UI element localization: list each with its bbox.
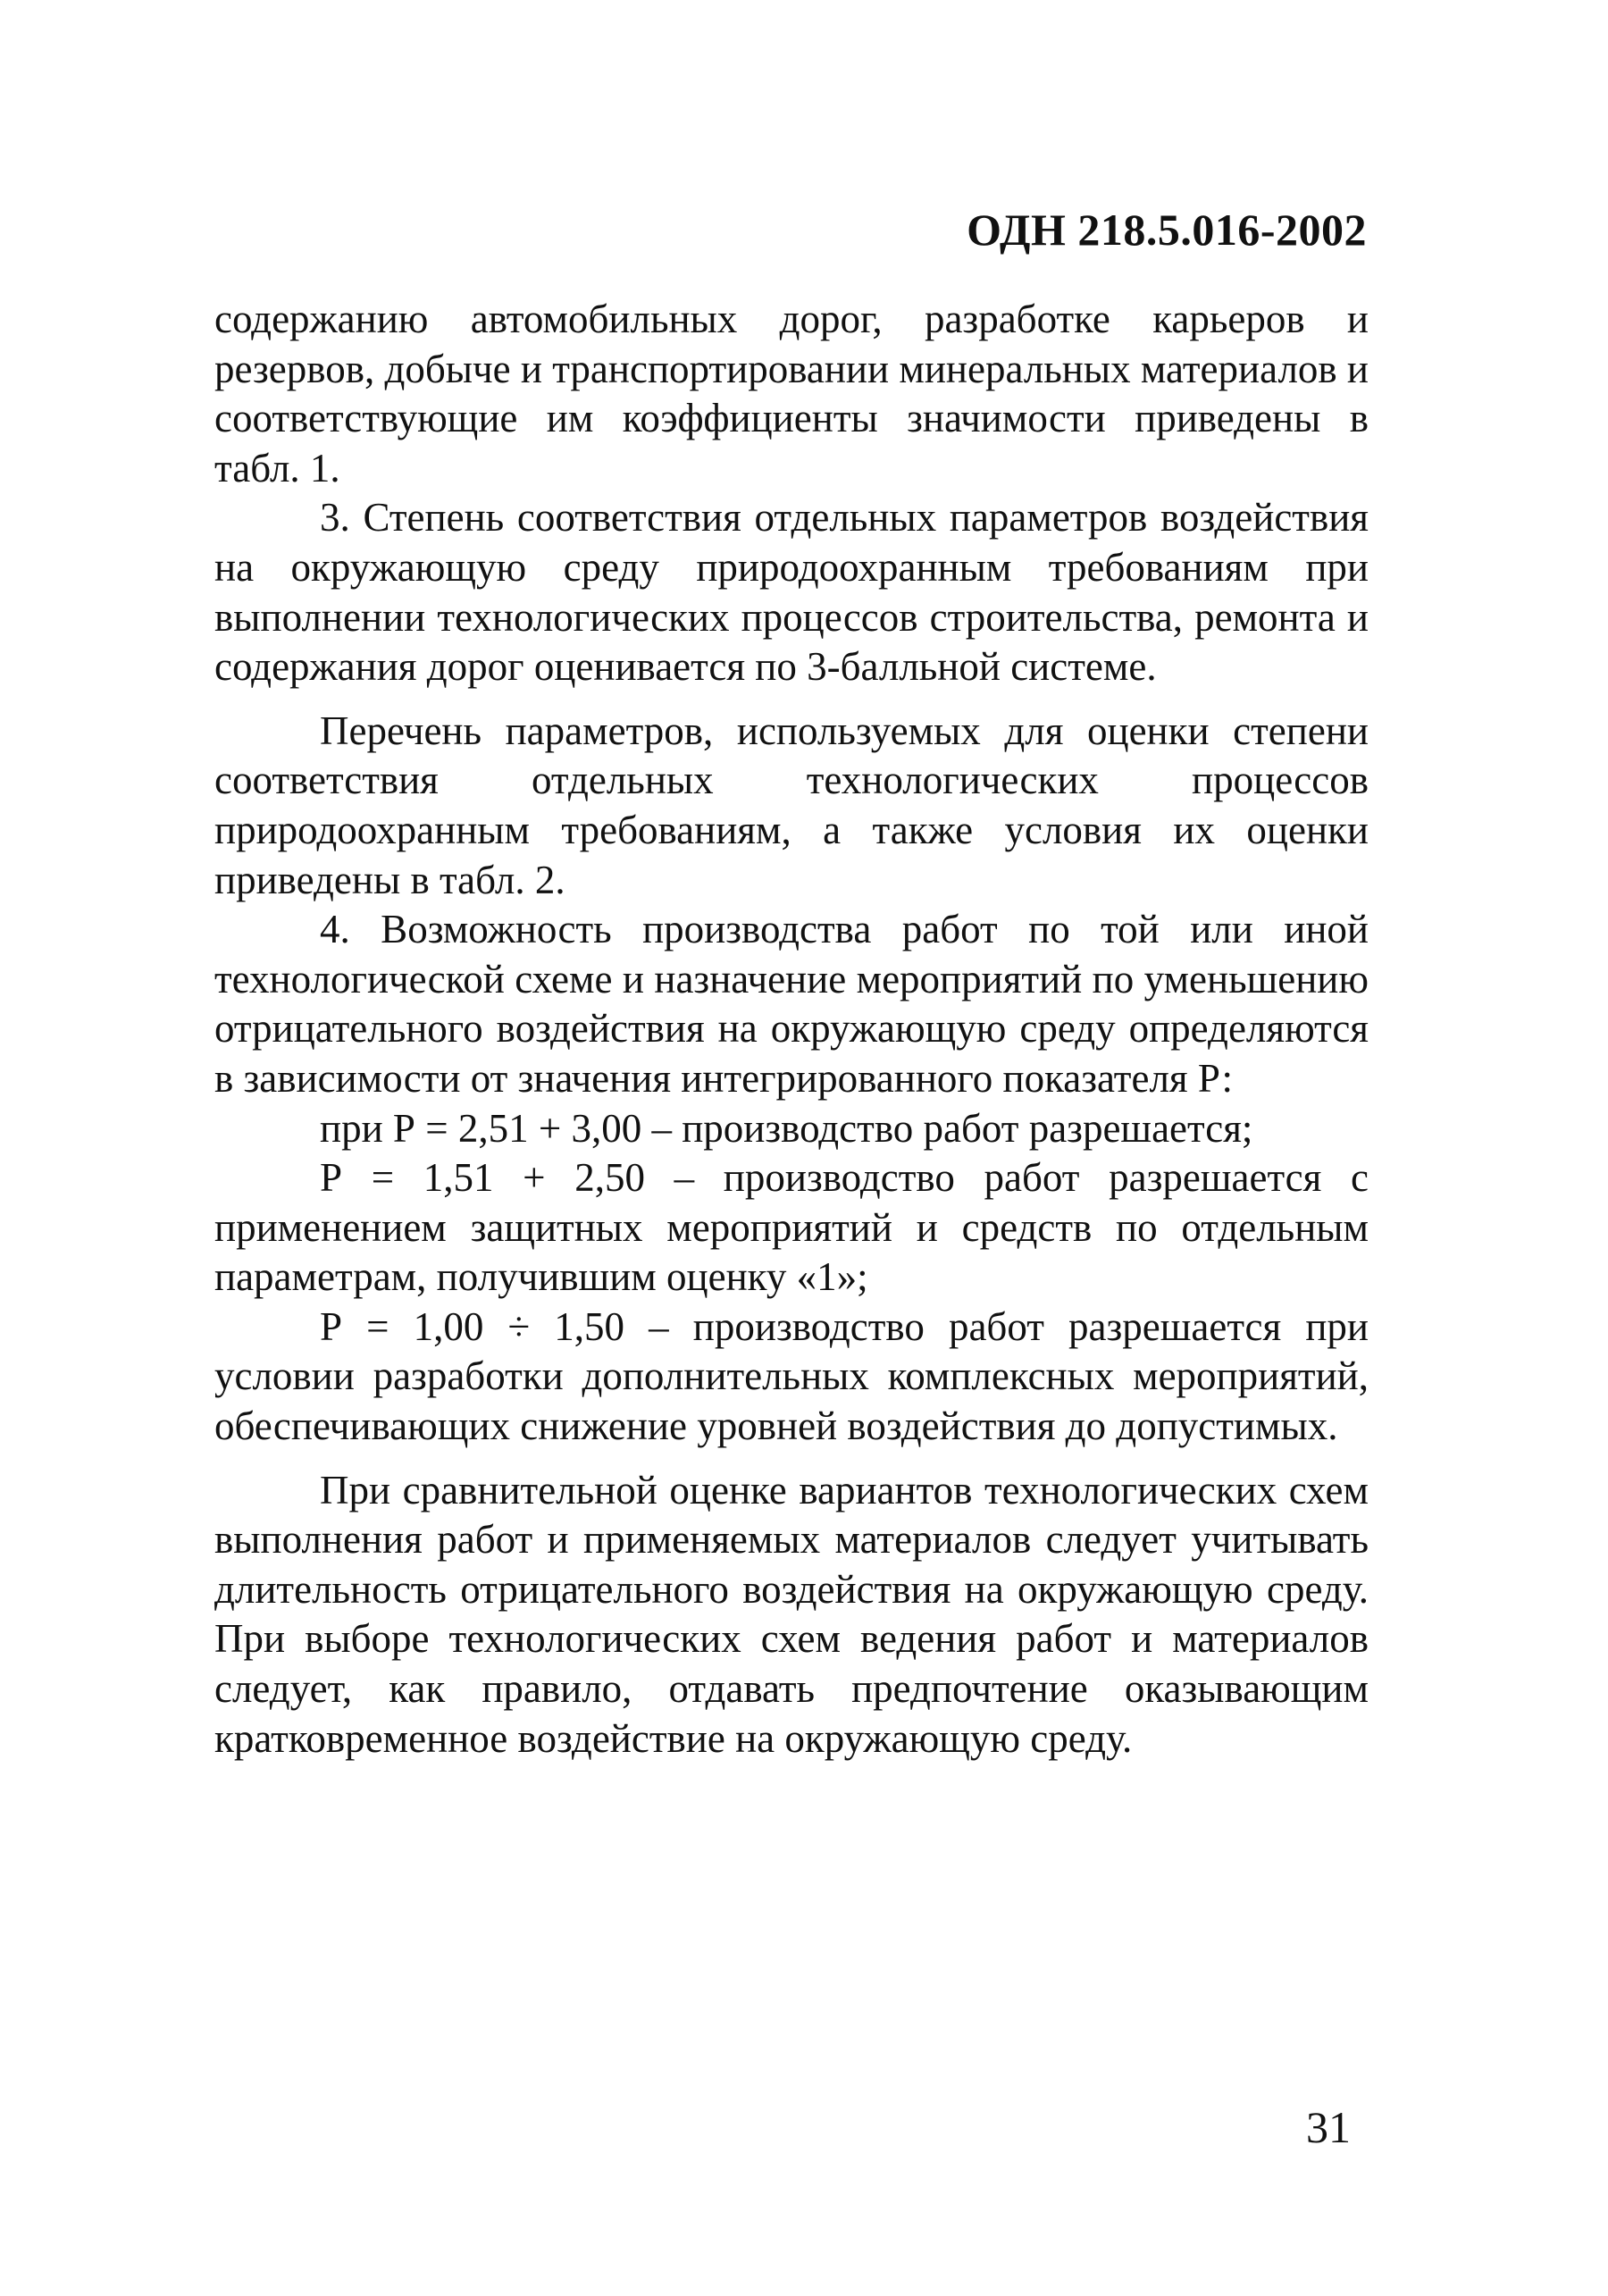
paragraph-comparative-assessment: При сравнительной оценке вариантов технологических схем выполнения работ и применяемых материалов следует учитывать длительность отрицательного воздействия на окружающую среду. При выборе технологических схем ведения работ и материалов следует, как правило, отдавать предпочтение оказывающим кратковременное воздействие на окружающую среду. xyxy=(214,1467,1369,1761)
page-number: 31 xyxy=(1306,2102,1351,2152)
paragraph-condition-2: Р = 1,51 + 2,50 – производство работ разрешается с применением защитных мероприятий и средств по отдельным параметрам, получившим оценку «1»; xyxy=(214,1155,1369,1300)
paragraph-item-4: 4. Возможность производства работ по той или иной технологической схеме и назначение мероприятий по уменьшению отрицательного воздействия на окружающую среду определяются в зависимости от значения интегрированного показателя Р: xyxy=(214,907,1369,1101)
document-body xyxy=(214,295,1369,1764)
document-code-header: ОДН 218.5.016-2002 xyxy=(967,205,1367,255)
paragraph-parameters-list: Перечень параметров, используемых для оценки степени соответствия отдельных технологических процессов природоохранным требованиям, а также условия их оценки приведены в табл. 2. xyxy=(214,708,1369,902)
paragraph-condition-1: при Р = 2,51 + 3,00 – производство работ разрешается; xyxy=(320,1105,1253,1151)
paragraph-continuation: содержанию автомобильных дорог, разработке карьеров и резервов, добыче и транспортировании минеральных материалов и соответствующие им коэффициенты значимости приведены в табл. 1. xyxy=(214,297,1369,490)
paragraph-item-3: 3. Степень соответствия отдельных параметров воздействия на окружающую среду природоохранным требованиям при выполнении технологических процессов строительства, ремонта и содержания дорог оценивается по 3-балльной системе. xyxy=(214,495,1369,690)
paragraph-condition-3: Р = 1,00 ÷ 1,50 – производство работ разрешается при условии разработки дополнительных комплексных мероприятий, обеспечивающих снижение уровней воздействия до допустимых. xyxy=(214,1303,1369,1449)
